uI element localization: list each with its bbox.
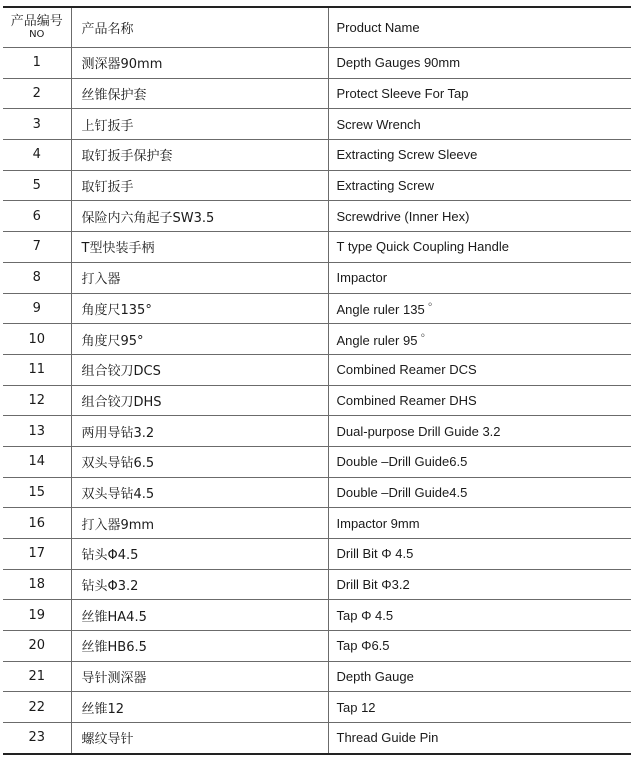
row-number: 4 bbox=[3, 140, 71, 171]
table-row bbox=[3, 201, 631, 232]
row-name-en: Angle ruler 135 ゜ bbox=[328, 293, 631, 324]
row-name-en: Combined Reamer DCS bbox=[328, 354, 631, 385]
table-row bbox=[3, 477, 631, 508]
header-product-number-cn: 产品编号 bbox=[10, 13, 63, 29]
row-number: 18 bbox=[3, 569, 71, 600]
row-name-en: Impactor bbox=[328, 262, 631, 293]
row-name-en: T type Quick Coupling Handle bbox=[328, 232, 631, 263]
table-row bbox=[3, 631, 631, 662]
table-row bbox=[3, 723, 631, 754]
row-name-cn: 两用导钻3.2 bbox=[71, 416, 328, 447]
row-name-cn: 组合铰刀DHS bbox=[71, 385, 328, 416]
row-name-cn: 测深器90mm bbox=[71, 48, 328, 79]
row-number: 11 bbox=[3, 354, 71, 385]
row-number: 12 bbox=[3, 385, 71, 416]
table-row bbox=[3, 48, 631, 79]
row-number: 22 bbox=[3, 692, 71, 723]
row-number: 14 bbox=[3, 446, 71, 477]
row-number: 10 bbox=[3, 324, 71, 355]
table-row bbox=[3, 324, 631, 355]
row-number: 1 bbox=[3, 48, 71, 79]
row-number: 3 bbox=[3, 109, 71, 140]
row-name-cn: 双头导钻4.5 bbox=[71, 477, 328, 508]
row-number: 7 bbox=[3, 232, 71, 263]
row-name-cn: 钻头Φ3.2 bbox=[71, 569, 328, 600]
header-product-name-cn: 产品名称 bbox=[71, 7, 328, 48]
row-name-cn: 保险内六角起子SW3.5 bbox=[71, 201, 328, 232]
row-name-en: Screw Wrench bbox=[328, 109, 631, 140]
row-name-en: Dual-purpose Drill Guide 3.2 bbox=[328, 416, 631, 447]
header-row bbox=[3, 7, 631, 48]
row-name-en: Impactor 9mm bbox=[328, 508, 631, 539]
row-number: 17 bbox=[3, 539, 71, 570]
table-row bbox=[3, 508, 631, 539]
row-name-cn: 丝锥12 bbox=[71, 692, 328, 723]
row-name-cn: 取钉扳手 bbox=[71, 170, 328, 201]
row-name-cn: 丝锥保护套 bbox=[71, 78, 328, 109]
table-row bbox=[3, 600, 631, 631]
row-number: 13 bbox=[3, 416, 71, 447]
row-name-en: Protect Sleeve For Tap bbox=[328, 78, 631, 109]
table-row bbox=[3, 109, 631, 140]
table-row bbox=[3, 262, 631, 293]
product-table-container bbox=[3, 6, 631, 755]
row-name-en: Combined Reamer DHS bbox=[328, 385, 631, 416]
row-name-cn: 打入器9mm bbox=[71, 508, 328, 539]
row-number: 6 bbox=[3, 201, 71, 232]
product-table bbox=[3, 6, 631, 755]
header-product-name-en: Product Name bbox=[328, 7, 631, 48]
row-name-cn: 角度尺95° bbox=[71, 324, 328, 355]
row-number: 5 bbox=[3, 170, 71, 201]
row-name-en: Extracting Screw Sleeve bbox=[328, 140, 631, 171]
row-name-en: Depth Gauge bbox=[328, 661, 631, 692]
row-number: 20 bbox=[3, 631, 71, 662]
row-name-cn: 角度尺135° bbox=[71, 293, 328, 324]
row-name-cn: 钻头Φ4.5 bbox=[71, 539, 328, 570]
row-number: 16 bbox=[3, 508, 71, 539]
table-row bbox=[3, 446, 631, 477]
row-name-en: Double –Drill Guide6.5 bbox=[328, 446, 631, 477]
row-name-cn: 丝锥HA4.5 bbox=[71, 600, 328, 631]
row-name-en: Depth Gauges 90mm bbox=[328, 48, 631, 79]
row-name-cn: 取钉扳手保护套 bbox=[71, 140, 328, 171]
table-row bbox=[3, 416, 631, 447]
row-name-cn: 丝锥HB6.5 bbox=[71, 631, 328, 662]
table-row bbox=[3, 385, 631, 416]
row-name-cn: 打入器 bbox=[71, 262, 328, 293]
row-name-en: Tap Φ 4.5 bbox=[328, 600, 631, 631]
row-number: 15 bbox=[3, 477, 71, 508]
row-number: 9 bbox=[3, 293, 71, 324]
table-header bbox=[3, 7, 631, 48]
table-row bbox=[3, 293, 631, 324]
row-name-cn: 组合铰刀DCS bbox=[71, 354, 328, 385]
row-number: 21 bbox=[3, 661, 71, 692]
row-number: 23 bbox=[3, 723, 71, 754]
row-name-en: Screwdrive (Inner Hex) bbox=[328, 201, 631, 232]
table-row bbox=[3, 539, 631, 570]
row-name-cn: 导针测深器 bbox=[71, 661, 328, 692]
row-name-en: Angle ruler 95 ゜ bbox=[328, 324, 631, 355]
table-row bbox=[3, 78, 631, 109]
row-name-cn: T型快装手柄 bbox=[71, 232, 328, 263]
row-name-en: Double –Drill Guide4.5 bbox=[328, 477, 631, 508]
table-row bbox=[3, 661, 631, 692]
header-product-number bbox=[3, 7, 71, 48]
row-number: 2 bbox=[3, 78, 71, 109]
row-name-cn: 上钉扳手 bbox=[71, 109, 328, 140]
row-name-en: Tap Φ6.5 bbox=[328, 631, 631, 662]
table-row bbox=[3, 569, 631, 600]
row-name-en: Extracting Screw bbox=[328, 170, 631, 201]
row-name-en: Drill Bit Φ3.2 bbox=[328, 569, 631, 600]
table-row bbox=[3, 692, 631, 723]
row-name-en: Thread Guide Pin bbox=[328, 723, 631, 754]
row-name-cn: 螺纹导针 bbox=[71, 723, 328, 754]
row-name-cn: 双头导钻6.5 bbox=[71, 446, 328, 477]
table-row bbox=[3, 140, 631, 171]
row-name-en: Drill Bit Φ 4.5 bbox=[328, 539, 631, 570]
table-row bbox=[3, 354, 631, 385]
table-row bbox=[3, 232, 631, 263]
row-name-en: Tap 12 bbox=[328, 692, 631, 723]
table-body bbox=[3, 48, 631, 754]
row-number: 8 bbox=[3, 262, 71, 293]
header-product-number-en: NO bbox=[29, 28, 45, 40]
row-number: 19 bbox=[3, 600, 71, 631]
table-row bbox=[3, 170, 631, 201]
